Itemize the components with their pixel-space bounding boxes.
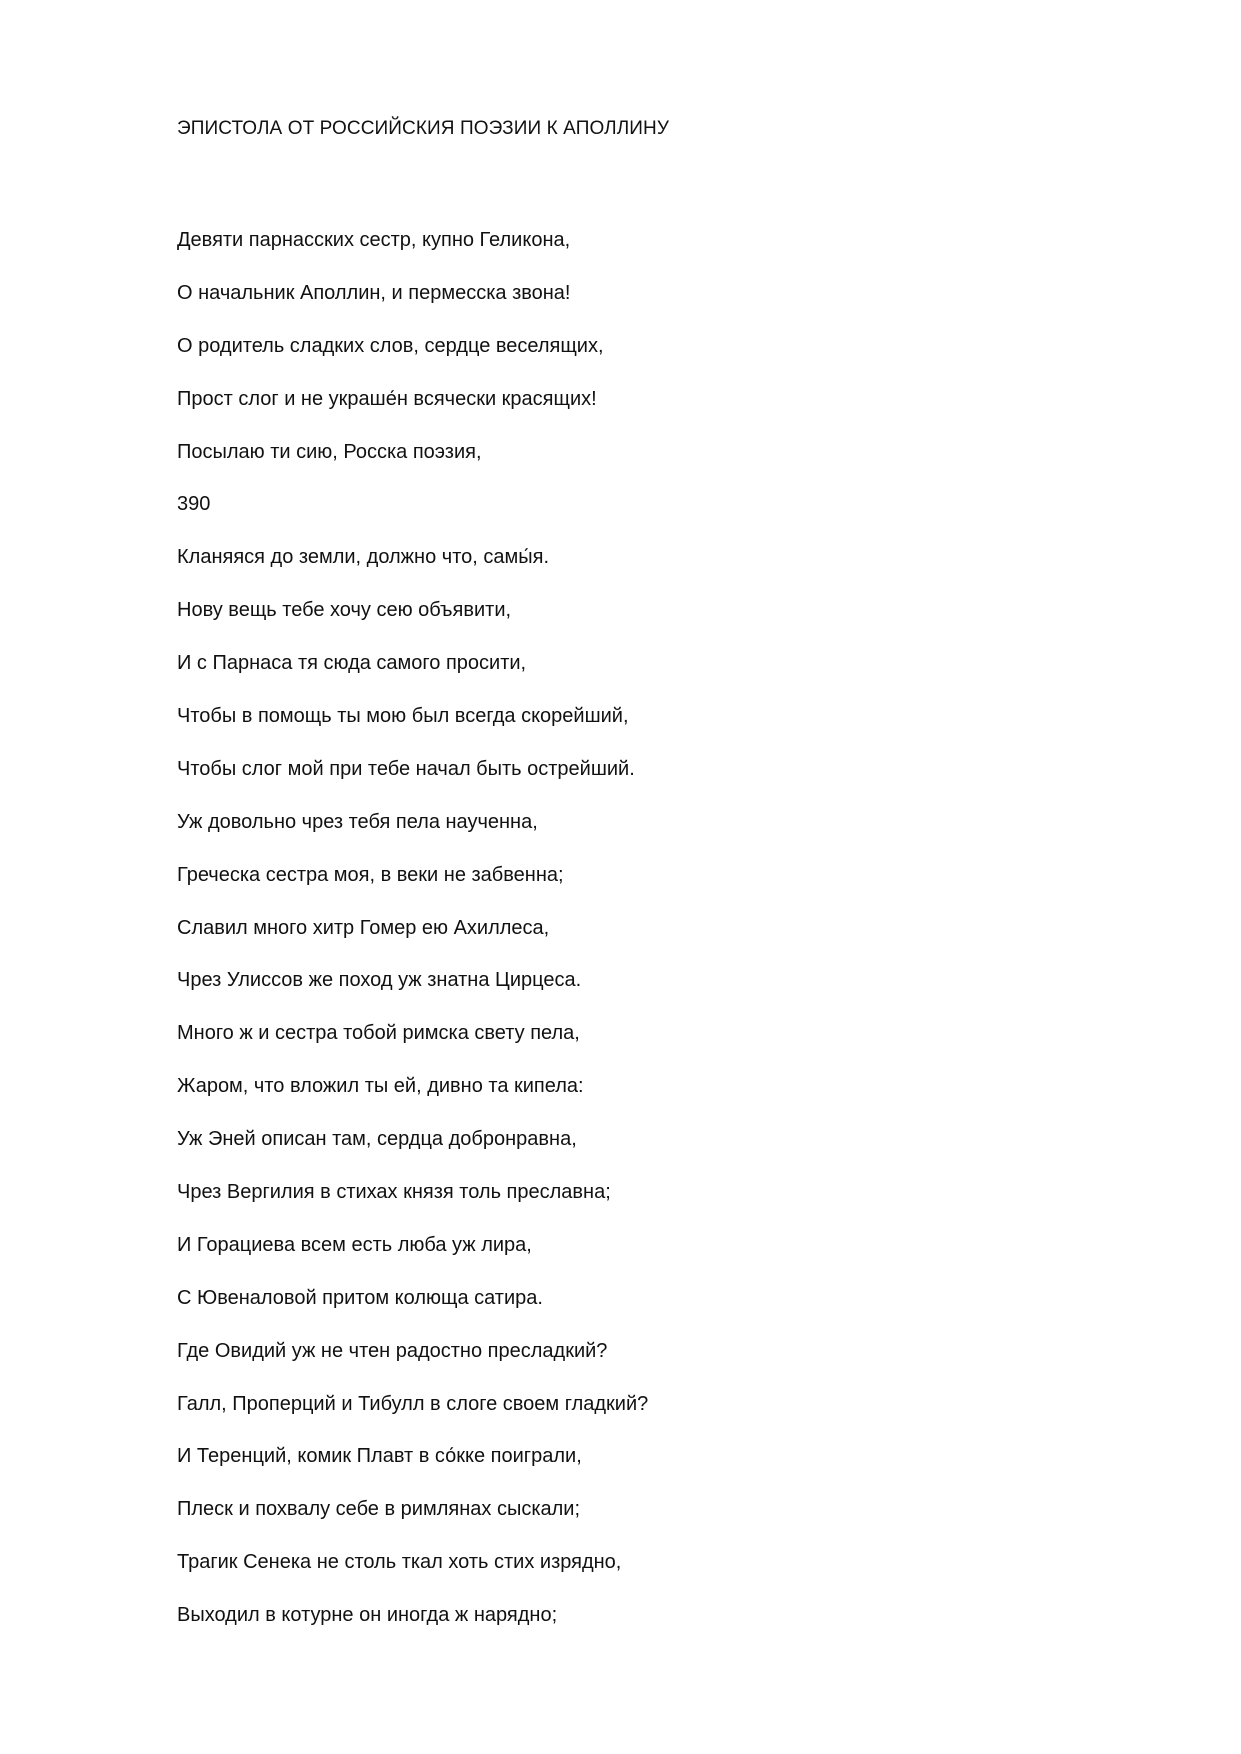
poem-line: Уж Эней описан там, сердца добронравна,: [177, 1128, 577, 1151]
poem-line: Нову вещь тебе хочу сею объявити,: [177, 599, 512, 622]
poem-line: Плеск и похвалу себе в римлянах сыскали;: [177, 1498, 581, 1521]
poem-line: Где Овидий уж не чтен радостно пресладкий?: [177, 1339, 608, 1362]
poem-line: Уж довольно чрез тебя пела наученна,: [177, 810, 538, 833]
poem-line: Кланяяся до земли, должно что, самы́я.: [177, 546, 550, 569]
poem-line: Славил много хитр Гомер ею Ахиллеса,: [177, 916, 550, 939]
poem-line: И Теренций, комик Плавт в со́кке поиграли,: [177, 1445, 582, 1468]
poem-text: [177, 228, 648, 1656]
poem-line: С Ювеналовой притом колюща сатира.: [177, 1286, 543, 1309]
poem-line: И с Парнаса тя сюда самого просити,: [177, 652, 527, 675]
poem-line: Чрез Улиссов же поход уж знатна Цирцеса.: [177, 969, 582, 992]
poem-line: Греческа сестра моя, в веки не забвенна;: [177, 863, 564, 886]
poem-line: Чтобы в помощь ты мою был всегда скорейший,: [177, 705, 629, 728]
poem-line: Галл, Проперций и Тибулл в слоге своем гладкий?: [177, 1392, 649, 1415]
poem-line: 390: [177, 493, 211, 516]
poem-line: Трагик Сенека не столь ткал хоть стих изрядно,: [177, 1551, 622, 1574]
document-title: ЭПИСТОЛА ОТ РОССИЙСКИЯ ПОЭЗИИ К АПОЛЛИНУ: [177, 118, 670, 139]
poem-line: Много ж и сестра тобой римска свету пела,: [177, 1022, 580, 1045]
poem-line: Посылаю ти сию, Росска поэзия,: [177, 440, 482, 463]
poem-line: Выходил в котурне он иногда ж нарядно;: [177, 1604, 558, 1627]
poem-line: Жаром, что вложил ты ей, дивно та кипела:: [177, 1075, 584, 1098]
poem-line: Чрез Вергилия в стихах князя толь преславна;: [177, 1181, 611, 1204]
poem-line: И Горациева всем есть люба уж лира,: [177, 1233, 532, 1256]
poem-line: О начальник Аполлин, и пермесска звона!: [177, 281, 571, 304]
poem-line: Девяти парнасских сестр, купно Геликона,: [177, 229, 571, 251]
poem-line: Прост слог и не украше́н всячески красящих!: [177, 387, 597, 410]
poem-line: Чтобы слог мой при тебе начал быть острейший.: [177, 757, 635, 780]
poem-line: О родитель сладких слов, сердце веселящих,: [177, 334, 604, 357]
